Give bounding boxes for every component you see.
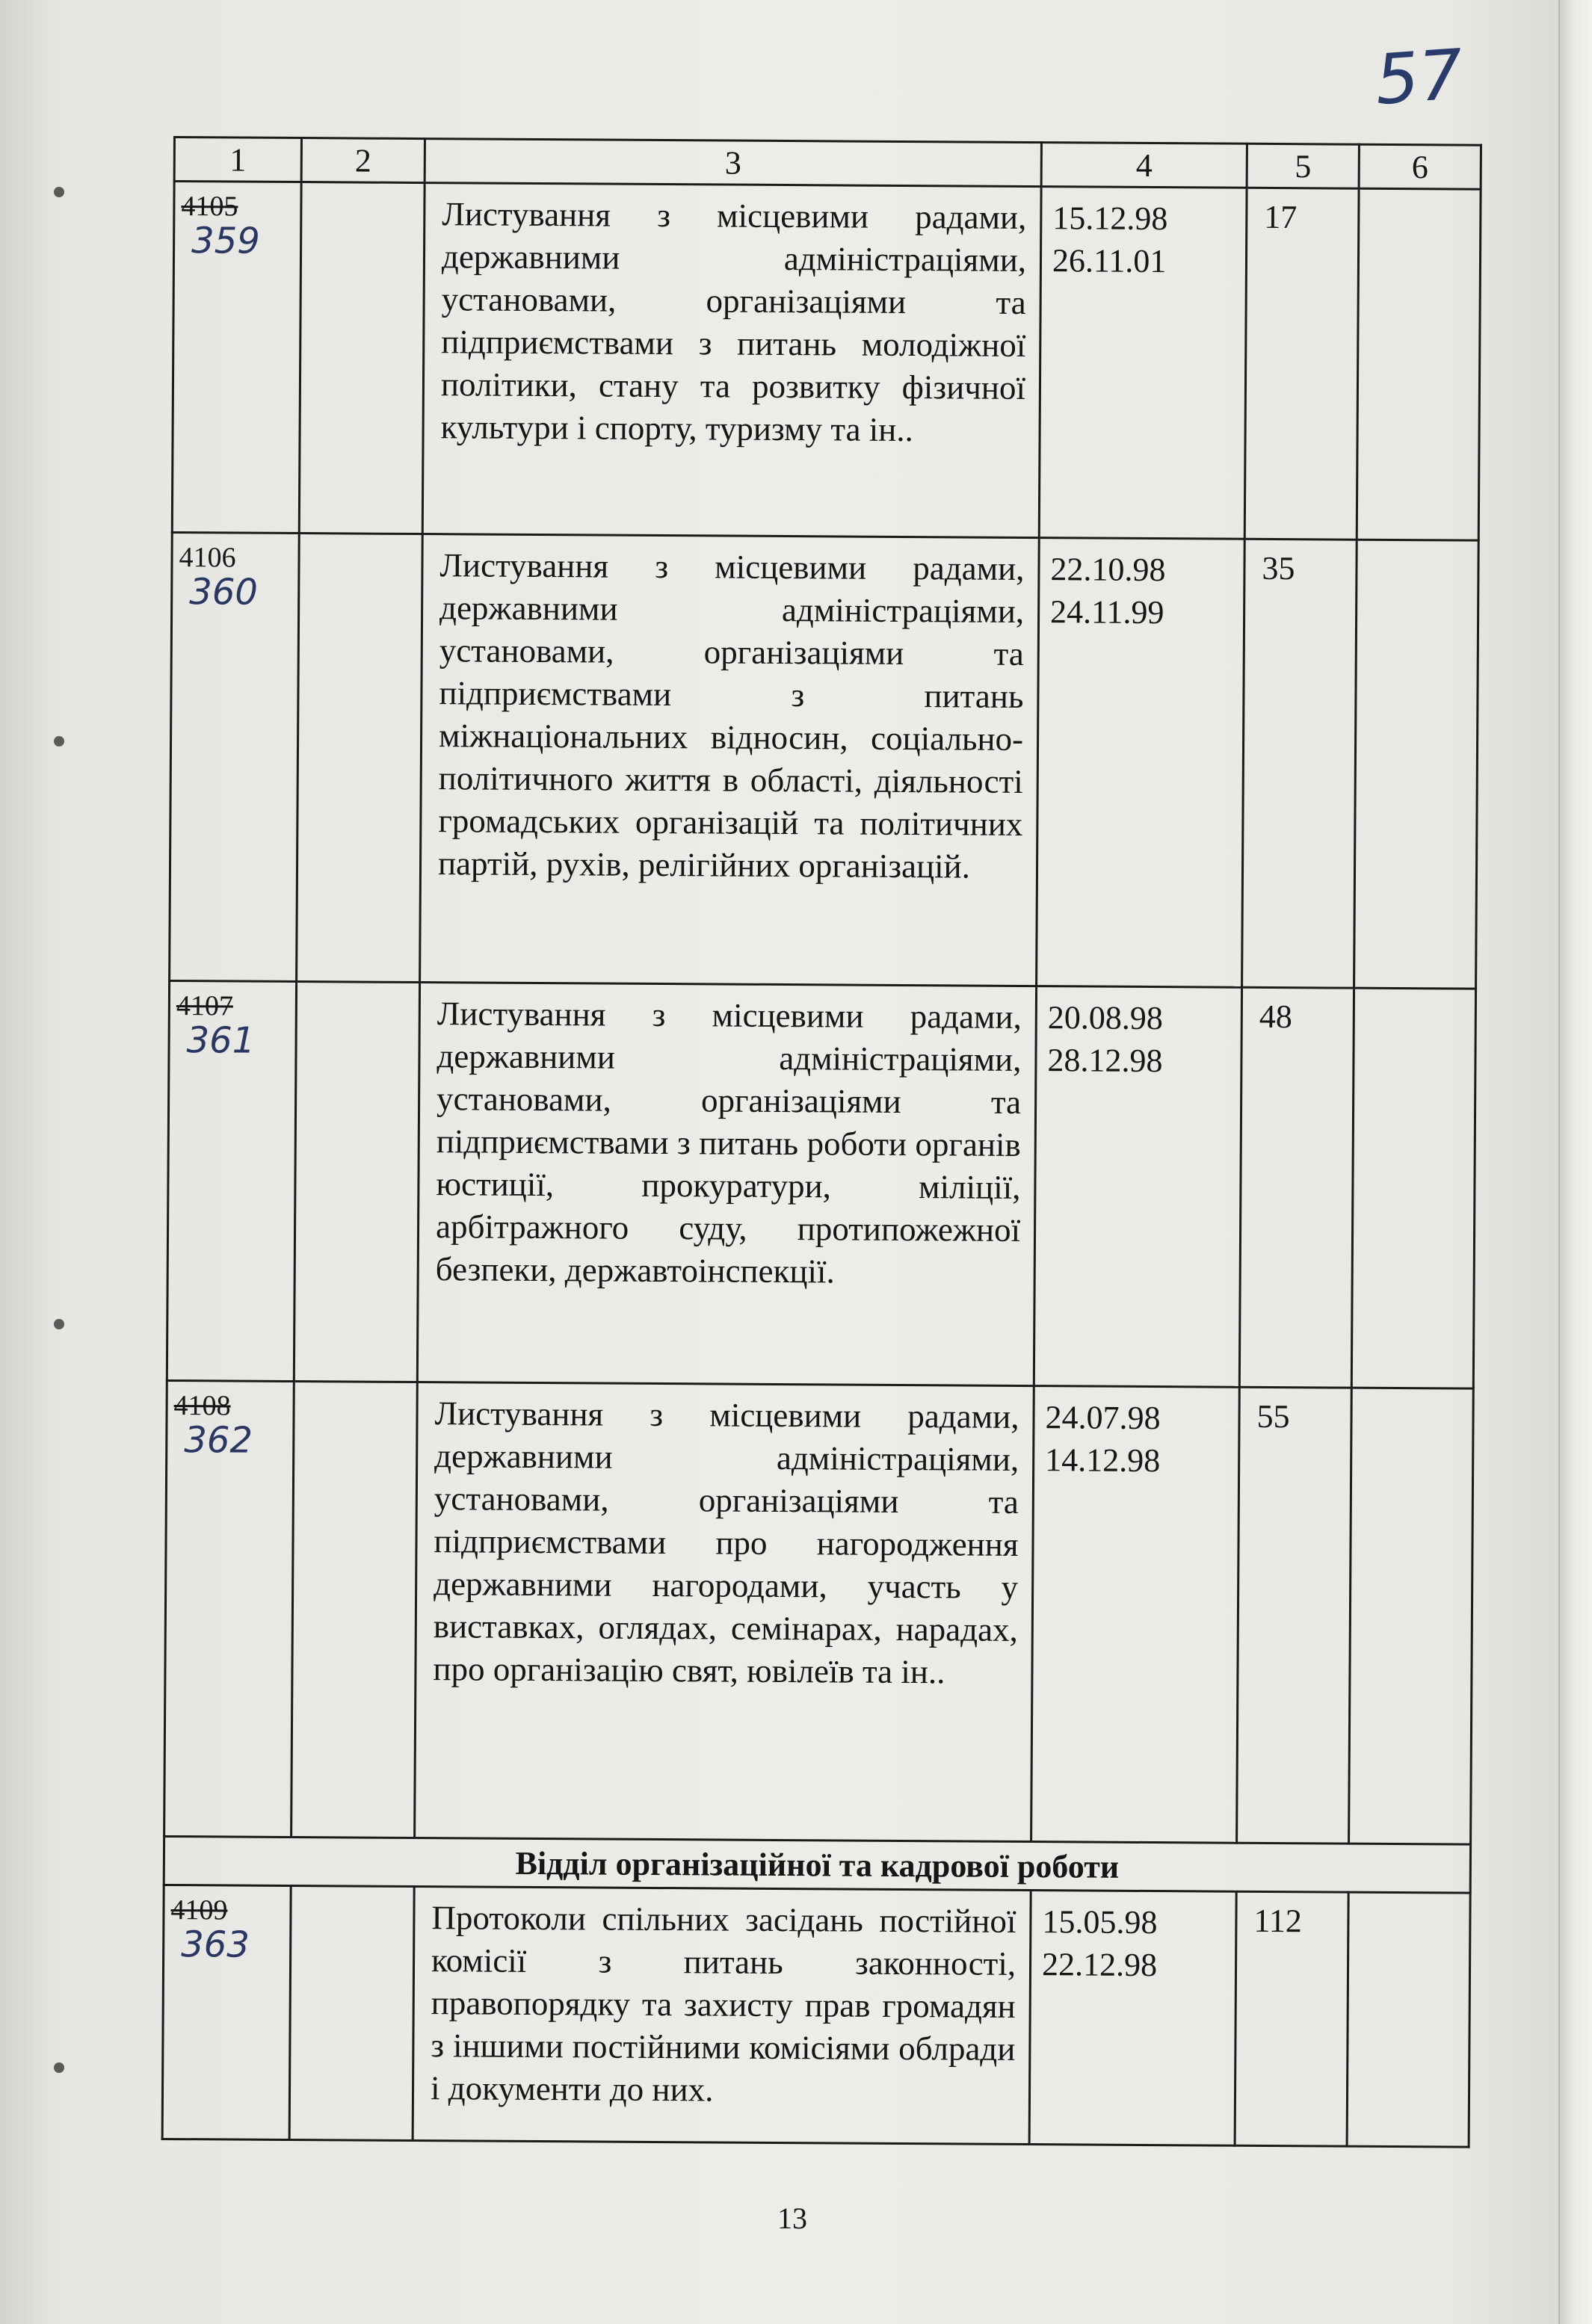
empty-cell	[1349, 1388, 1474, 1844]
old-file-number: 4108	[173, 1390, 231, 1422]
page-number: 13	[777, 2201, 807, 2235]
new-file-number: 361	[186, 1019, 256, 1062]
date-end: 22.12.98	[1041, 1946, 1158, 1984]
empty-cell	[1357, 188, 1481, 540]
column-header: 6	[1359, 144, 1481, 189]
empty-cell	[297, 534, 423, 983]
file-number-cell	[162, 1885, 291, 2139]
empty-cell	[1354, 540, 1479, 989]
empty-cell	[1351, 988, 1475, 1388]
date-range-cell	[1031, 1386, 1240, 1844]
file-number-cell	[164, 1380, 294, 1837]
section-header-row	[164, 1836, 1470, 1893]
table-row	[162, 1885, 1470, 2147]
table-header-row	[174, 137, 1481, 190]
binder-hole	[54, 2062, 64, 2073]
file-number-cell	[167, 980, 296, 1381]
date-range-cell	[1034, 986, 1241, 1388]
date-end: 28.12.98	[1047, 1042, 1163, 1080]
date-end: 26.11.01	[1052, 242, 1167, 280]
sheet-count: 112	[1235, 1891, 1348, 2146]
binder-hole	[54, 187, 64, 197]
old-file-number: 4109	[170, 1894, 228, 1926]
column-header: 2	[301, 138, 425, 183]
sheet-count: 17	[1244, 188, 1359, 540]
empty-cell	[289, 1886, 414, 2141]
file-description: Листування з місцевими радами, державними адміністраціями, установами, організаціями та підприємствами з питань молодіжної політики, стану та розвитку фізичної культури і спорту, туризму та ін..	[422, 183, 1041, 538]
file-number-cell	[170, 532, 300, 981]
date-start: 15.05.98	[1042, 1903, 1158, 1941]
binder-hole	[54, 736, 64, 747]
section-title: Відділ організаційної та кадрової роботи	[164, 1836, 1470, 1893]
old-file-number: 4106	[179, 542, 236, 574]
archive-register-table	[161, 136, 1482, 2148]
date-end: 24.11.99	[1049, 593, 1164, 631]
new-file-number: 359	[191, 220, 260, 262]
empty-cell	[291, 1382, 418, 1838]
table-row	[167, 980, 1475, 1388]
file-number-cell	[172, 182, 301, 534]
column-header: 1	[174, 137, 301, 182]
file-description: Листування з місцевими радами, державними адміністраціями, установами, організаціями та підприємствами про нагородження державними нагородами, участь у виставках, оглядах, семінарах, нарадах, про організацію свят, ювілеїв та ін..	[415, 1382, 1034, 1842]
table-row	[170, 532, 1479, 989]
date-range-cell	[1029, 1891, 1236, 2146]
file-description: Листування з місцевими радами, державними адміністраціями, установами, організаціями та підприємствами з питань роботи органів юстиції, прокуратури, міліції, арбітражного суду, протипожежної безпеки, державтоінспекції.	[417, 983, 1036, 1386]
binder-hole	[54, 1319, 64, 1329]
empty-cell	[294, 982, 419, 1382]
empty-cell	[299, 182, 425, 534]
sheet-count: 55	[1237, 1387, 1352, 1844]
folio-stamp: 57	[1372, 34, 1466, 120]
column-header: 4	[1041, 143, 1247, 188]
date-end: 14.12.98	[1045, 1441, 1161, 1480]
sheet-count: 48	[1239, 987, 1354, 1388]
file-description: Протоколи спільних засідань постійної комісії з питань законності, правопорядку та захисту прав громадян з іншими постійними комісіями облради і документи до них.	[413, 1887, 1031, 2145]
new-file-number: 362	[184, 1419, 253, 1462]
new-file-number: 363	[181, 1923, 250, 1966]
date-start: 15.12.98	[1052, 200, 1168, 238]
date-range-cell	[1037, 538, 1245, 988]
column-header: 5	[1247, 143, 1359, 188]
file-description: Листування з місцевими радами, державними адміністраціями, установами, організаціями та підприємствами з питань міжнаціональних відносин, соціально-політичного життя в області, діяльності громадських організацій та політичних партій, рухів, релігійних організацій.	[420, 534, 1040, 986]
date-range-cell	[1039, 187, 1247, 540]
empty-cell	[1347, 1892, 1470, 2147]
date-start: 22.10.98	[1050, 551, 1166, 589]
date-start: 24.07.98	[1045, 1399, 1161, 1437]
table-row	[164, 1380, 1474, 1844]
new-file-number: 360	[189, 571, 259, 614]
sheet-count: 35	[1242, 539, 1357, 988]
column-header: 3	[425, 139, 1041, 187]
page-stack-edge	[1558, 0, 1592, 2324]
table-row	[172, 182, 1481, 541]
date-start: 20.08.98	[1047, 999, 1163, 1037]
old-file-number: 4105	[181, 191, 238, 223]
old-file-number: 4107	[176, 990, 234, 1022]
